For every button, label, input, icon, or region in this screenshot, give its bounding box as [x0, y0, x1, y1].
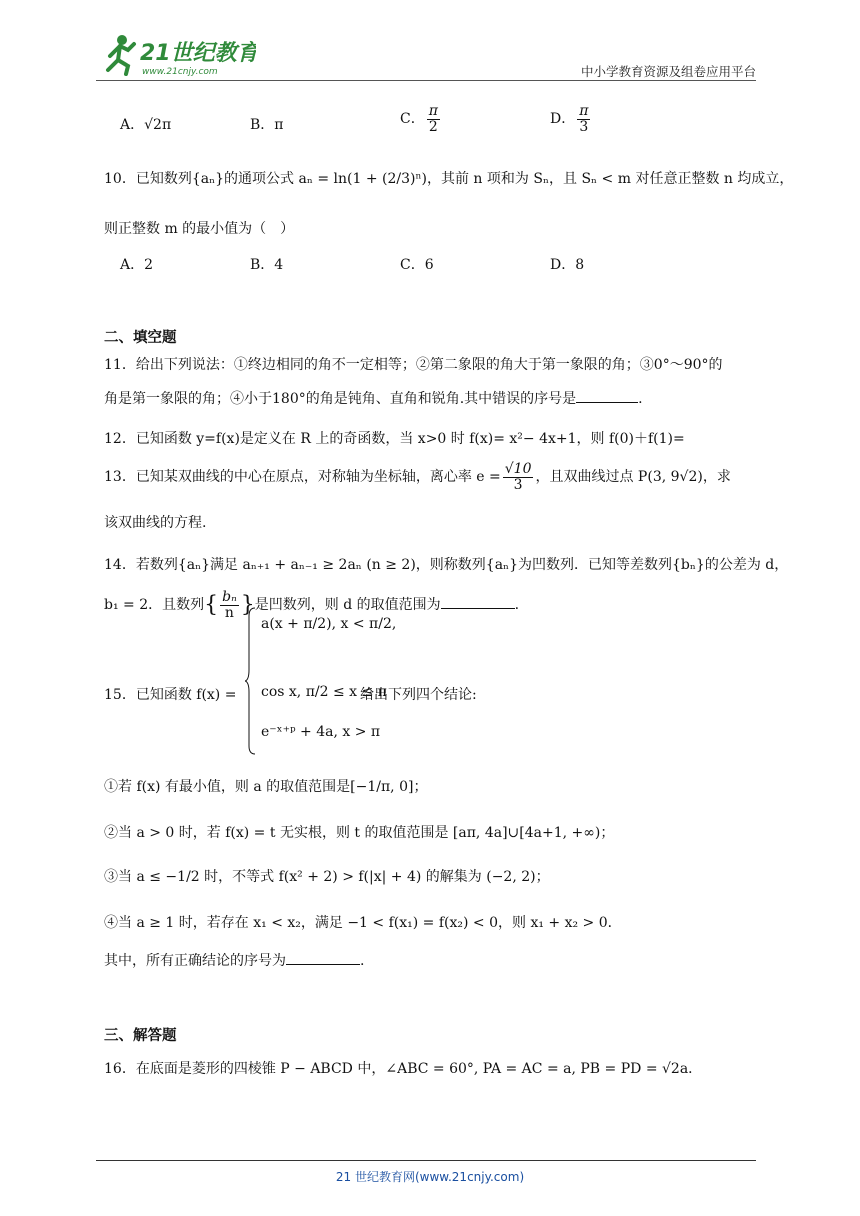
section-heading-fill-blank: 二、填空题 — [104, 330, 177, 346]
q10-option-b: B．4 — [250, 257, 284, 273]
q16-line: 16．在底面是菱形的四棱锥 P − ABCD 中，∠ABC = 60°, PA = AC = a, PB = PD = √2a． — [104, 1061, 703, 1077]
answer-blank — [576, 390, 638, 403]
left-brace-icon — [245, 606, 257, 756]
q14-line2: b₁ = 2．且数列{ $\frac{\text{bₙ}}{n}$ }是凹数列，则 d 的取值范围为 . — [104, 589, 520, 621]
q15-summary: 其中，所有正确结论的序号为 . — [104, 953, 365, 969]
svg-text:21世纪教育: 21世纪教育 — [140, 41, 256, 66]
site-logo — [96, 28, 256, 82]
q15-statement-1: ①若 f(x) 有最小值，则 a 的取值范围是[−1/π, 0]； — [104, 779, 428, 795]
answer-blank — [286, 952, 360, 965]
q15-tail: 给出下列四个结论: — [360, 687, 477, 703]
q9-option-d: D． $\frac{\pi}{3}$ — [550, 103, 589, 135]
q9-option-a: A．√2π — [120, 117, 172, 133]
q11-line2: 角是第一象限的角；④小于180°的角是钝角、直角和锐角.其中错误的序号是 . — [104, 391, 643, 407]
case-3: e⁻ˣ⁺ᵖ + 4a, x > π — [261, 724, 381, 740]
svg-text:www.21cnjy.com: www.21cnjy.com — [142, 67, 218, 77]
q15-lead: 15．已知函数 f(x) = — [104, 687, 237, 703]
q9-option-c: C． $\frac{\pi}{2}$ — [400, 103, 438, 135]
case-1: a(x + π/2), x < π/2, — [261, 616, 397, 632]
q15-statement-3: ③当 a ≤ −1/2 时，不等式 f(x² + 2) > f(|x| + 4) 的解集为 (−2, 2)； — [104, 869, 550, 885]
q9-option-b: B．π — [250, 117, 284, 133]
case-2: cos x, π/2 ≤ x ≤ π — [261, 684, 387, 700]
section-heading-answer: 三、解答题 — [104, 1028, 177, 1044]
q13-line1: 13．已知某双曲线的中心在原点，对称轴为坐标轴，离心率 e = $\frac{√10}{3}$ ，且双曲线过点 P(3, 9√2)，求 — [104, 461, 731, 493]
header-divider — [96, 80, 756, 81]
q10-option-c: C．6 — [400, 257, 434, 273]
q15-statement-2: ②当 a > 0 时，若 f(x) = t 无实根，则 t 的取值范围是 [aπ, 4a]∪[4a+1, +∞)； — [104, 825, 615, 841]
footer-divider — [96, 1160, 756, 1161]
q14-line1: 14．若数列{aₙ}满足 aₙ₊₁ + aₙ₋₁ ≥ 2aₙ (n ≥ 2)，则称数列{aₙ}为凹数列．已知等差数列{bₙ}的公差为 d， — [104, 557, 789, 573]
q15-statement-4: ④当 a ≥ 1 时，若存在 x₁ < x₂，满足 −1 < f(x₁) = f(x₂) < 0，则 x₁ + x₂ > 0． — [104, 915, 622, 931]
q12-line: 12．已知函数 y=f(x)是定义在 R 上的奇函数，当 x>0 时 f(x)= x²− 4x+1，则 f(0)＋f(1)= — [104, 431, 685, 447]
q10-stem-line2: 则正整数 m 的最小值为（ ） — [104, 221, 295, 237]
header-platform-text: 中小学教育资源及组卷应用平台 — [580, 64, 756, 79]
q10-stem-line1: 10．已知数列{aₙ}的通项公式 aₙ = ln(1 + (2/3)ⁿ)，其前 n 项和为 Sₙ，且 Sₙ < m 对任意正整数 n 均成立， — [104, 171, 794, 187]
q10-option-d: D．8 — [550, 257, 585, 273]
footer-site-text: 21 世纪教育网(www.21cnjy.com) — [335, 1170, 525, 1184]
runner-icon — [108, 35, 134, 74]
q10-option-a: A．2 — [120, 257, 154, 273]
piecewise-function — [245, 606, 545, 756]
q13-line2: 该双曲线的方程. — [104, 515, 207, 531]
q11-line1: 11．给出下列说法：①终边相同的角不一定相等；②第二象限的角大于第一象限的角；③0°～90°的 — [104, 357, 723, 373]
